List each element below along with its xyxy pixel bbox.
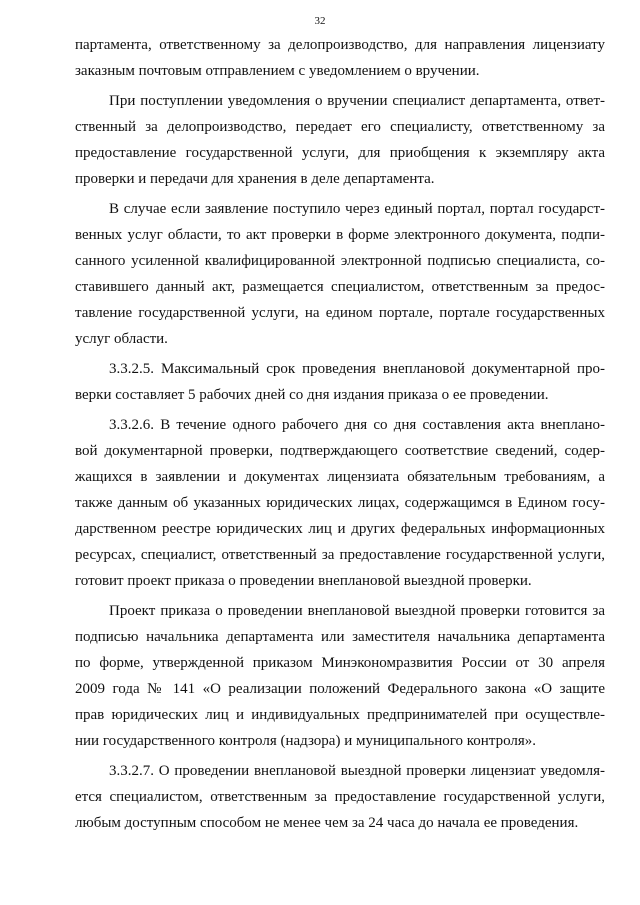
- text-line: партамента, ответственному за делопроизводство, для направления лицензиату: [75, 37, 605, 53]
- paragraph-7: [75, 758, 605, 836]
- text-line: В случае если заявление поступило через единый портал, портал государст-: [109, 201, 605, 217]
- text-line: по форме, утвержденной приказом Минэкономразвития России от 30 апреля: [75, 655, 605, 671]
- text-line: ресурсах, специалист, ответственный за предоставление государственной услуги,: [75, 547, 605, 563]
- text-line: дарственном реестре юридических лиц и других федеральных информационных: [75, 521, 605, 537]
- text-line: нии государственного контроля (надзора) и муниципального контроля».: [75, 733, 537, 749]
- text-line: ется специалистом, ответственным за предоставление государственной услуги,: [75, 789, 605, 805]
- text-line: верки составляет 5 рабочих дней со дня издания приказа о ее проведении.: [75, 387, 549, 403]
- text-line: 3.3.2.5. Максимальный срок проведения внеплановой документарной про-: [109, 361, 605, 377]
- text-line: вой документарной проверки, подтверждающего соответствие сведений, содер-: [75, 443, 605, 459]
- paragraph-5: [75, 412, 605, 594]
- paragraph-3: [75, 196, 605, 352]
- text-line: проверки и передачи для хранения в деле департамента.: [75, 171, 435, 187]
- text-line: готовит проект приказа о проведении внеплановой выездной проверки.: [75, 573, 532, 589]
- text-line: подписью начальника департамента или заместителя начальника департамента: [75, 629, 605, 645]
- paragraph-1: [75, 32, 605, 84]
- text-line: При поступлении уведомления о вручении специалист департамента, ответ-: [109, 93, 605, 109]
- text-line: венных услуг области, то акт проверки в форме электронного документа, подпи-: [75, 227, 605, 243]
- text-line: Проект приказа о проведении внеплановой выездной проверки готовится за: [109, 603, 605, 619]
- text-line: любым доступным способом не менее чем за 24 часа до начала ее проведения.: [75, 815, 579, 831]
- paragraph-4: [75, 356, 605, 408]
- text-line: 3.3.2.7. О проведении внеплановой выездной проверки лицензиат уведомля-: [109, 763, 605, 779]
- text-line: ставившего данный акт, размещается специалистом, ответственным за предос-: [75, 279, 605, 295]
- text-line: 3.3.2.6. В течение одного рабочего дня со дня составления акта внеплано-: [109, 417, 605, 433]
- text-line: заказным почтовым отправлением с уведомлением о вручении.: [75, 63, 480, 79]
- paragraph-2: [75, 88, 605, 192]
- text-line: прав юридических лиц и индивидуальных предпринимателей при осуществле-: [75, 707, 605, 723]
- text-line: санного усиленной квалифицированной электронной подписью специалиста, со-: [75, 253, 605, 269]
- text-line: ственный за делопроизводство, передает его специалисту, ответственному за: [75, 119, 605, 135]
- text-line: услуг области.: [75, 331, 168, 347]
- page-number: 32: [314, 15, 326, 27]
- text-line: также данным об указанных юридических лицах, содержащимся в Едином госу-: [75, 495, 605, 511]
- text-line: тавление государственной услуги, на едином портале, портале государственных: [75, 305, 605, 321]
- paragraph-6: [75, 598, 605, 754]
- text-line: предоставление государственной услуги, для приобщения к экземпляру акта: [75, 145, 605, 161]
- text-line: жащихся в заявлении и документах лицензиата обязательным требованиям, а: [75, 469, 605, 485]
- document-body: [75, 32, 605, 840]
- text-line: 2009 года № 141 «О реализации положений Федерального закона «О защите: [75, 681, 605, 697]
